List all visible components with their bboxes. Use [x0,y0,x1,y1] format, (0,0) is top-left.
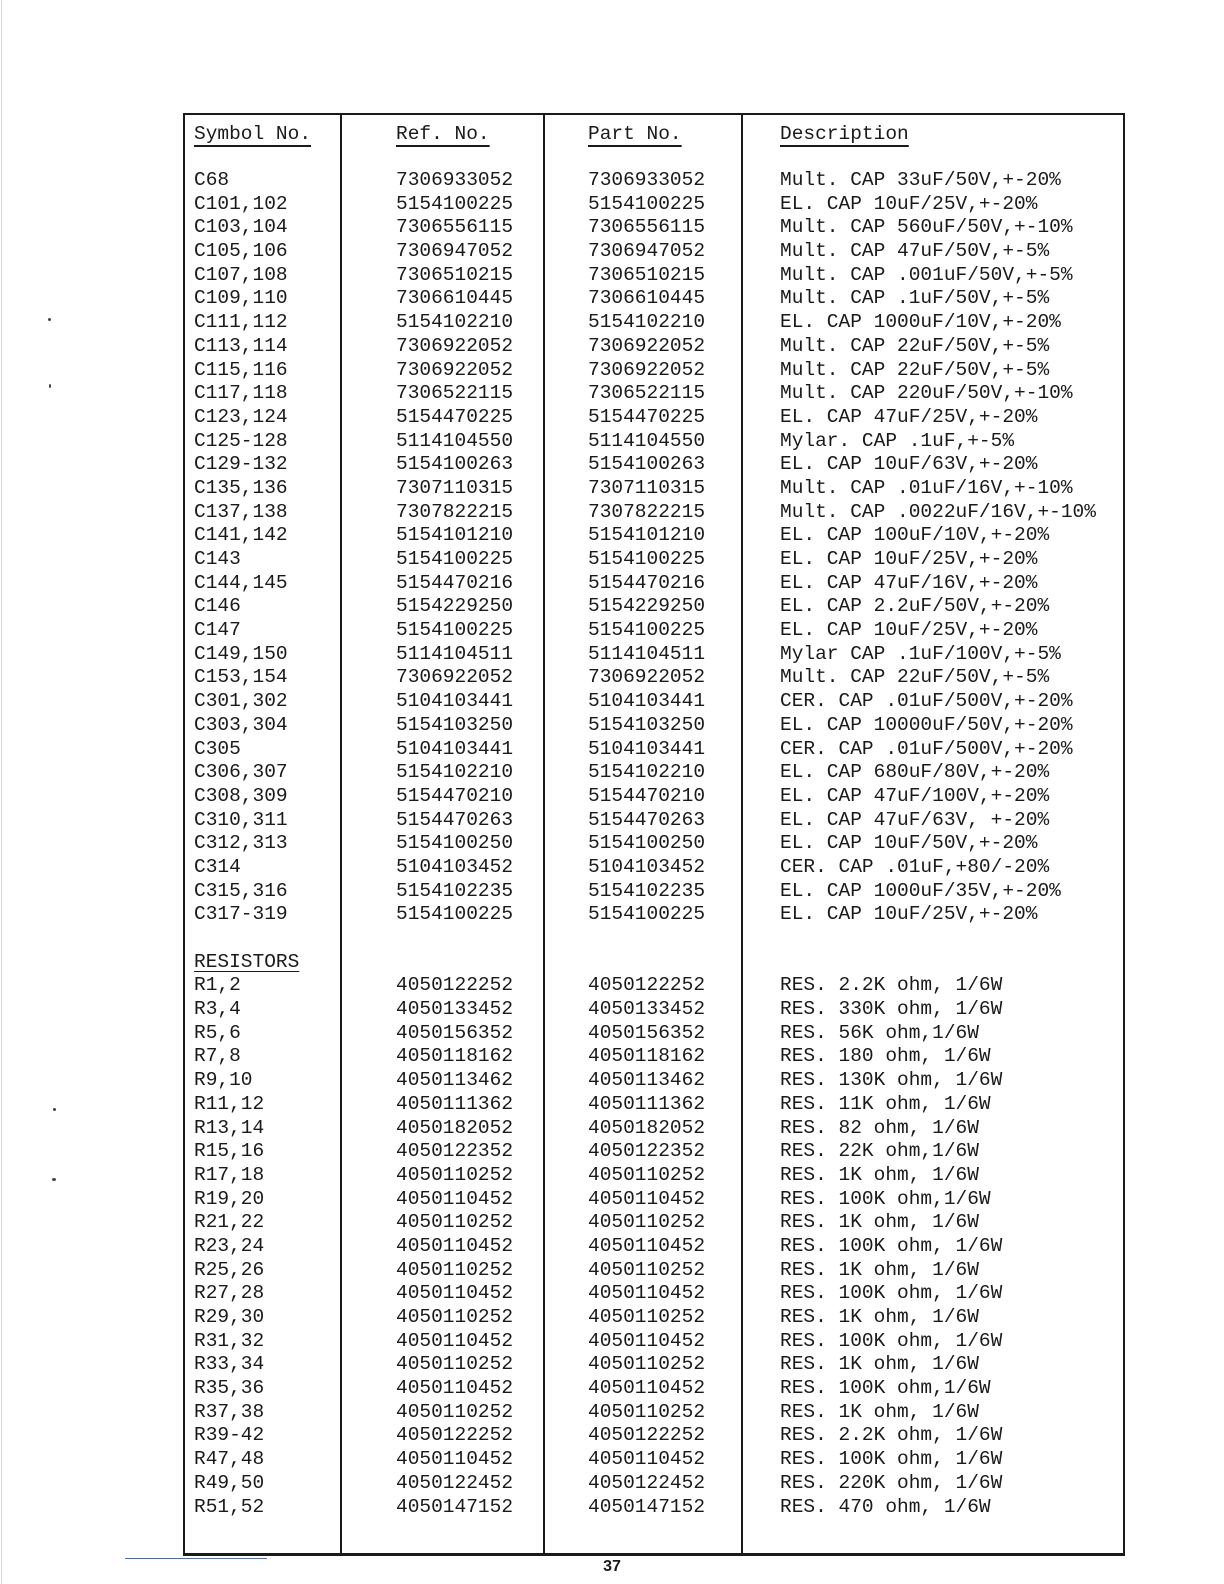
cell-symbol: C143 [194,548,241,570]
cell-ref: 5154470210 [396,784,514,807]
table-row [185,761,1123,785]
cell-description: EL. CAP 10uF/25V,+-20% [780,548,1038,570]
cell-description: EL. CAP 47uF/25V,+-20% [780,405,1038,428]
table-row [185,1448,1123,1472]
cell-description: RES. 1K ohm, 1/6W [780,1163,979,1186]
table-row [185,1140,1123,1164]
cell-symbol: R27,28 [194,1282,265,1305]
cell-description: RES. 100K ohm, 1/6W [780,1234,1003,1257]
cell-ref: 7306922052 [396,666,514,689]
cell-description: Mult. CAP 22uF/50V,+-5% [780,358,1050,381]
cell-symbol: C105,106 [194,240,288,263]
cell-description: Mult. CAP 220uF/50V,+-10% [780,382,1073,405]
cell-description: EL. CAP 680uF/80V,+-20% [780,761,1050,784]
cell-symbol: R23,24 [194,1234,265,1257]
cell-symbol: R21,22 [194,1211,265,1234]
table-row [185,453,1123,477]
cell-part: 5154100225 [588,903,706,926]
cell-description: EL. CAP 1000uF/35V,+-20% [780,879,1061,902]
cell-part: 5114104511 [588,642,706,665]
cell-description: Mult. CAP .001uF/50V,+-5% [780,263,1073,286]
cell-ref: 5154100250 [396,832,514,855]
cell-symbol: C123,124 [194,405,288,428]
cell-part: 4050110452 [588,1329,706,1352]
cell-ref: 4050110452 [396,1377,514,1400]
cell-description: Mult. CAP 560uF/50V,+-10% [780,216,1073,239]
table-row [185,572,1123,596]
table-row [185,1401,1123,1425]
header-part: Part No. [588,123,682,145]
table-row [185,1188,1123,1212]
table-row [185,1093,1123,1117]
cell-part: 5154470263 [588,808,706,831]
cell-ref: 7306556115 [396,216,514,239]
cell-ref: 4050110452 [396,1448,514,1471]
table-row [185,619,1123,643]
cell-symbol: C129-132 [194,453,288,476]
cell-symbol: C103,104 [194,216,288,239]
cell-symbol: C68 [194,169,230,191]
table-row [185,477,1123,501]
cell-ref: 5154229250 [396,595,514,618]
cell-part: 4050110252 [588,1400,706,1423]
cell-part: 4050110452 [588,1448,706,1471]
table-row [185,880,1123,904]
scan-speck [53,1108,56,1111]
table-row [185,714,1123,738]
cell-ref: 5154470216 [396,571,514,594]
table-row [185,1235,1123,1259]
cell-description: RES. 130K ohm, 1/6W [780,1069,1003,1092]
cell-part: 7306947052 [588,240,706,263]
cell-symbol: C147 [194,619,241,642]
cell-part: 5104103441 [588,690,706,713]
cell-symbol: R1,2 [194,974,241,997]
cell-part: 5154470225 [588,405,706,428]
cell-part: 4050110452 [588,1282,706,1305]
cell-part: 7306510215 [588,263,706,286]
cell-ref: 5154100225 [396,192,514,215]
scan-speck [48,318,51,321]
cell-ref: 4050122252 [396,1424,514,1447]
table-row [185,1306,1123,1330]
cell-symbol: R37,38 [194,1400,265,1423]
cell-description: EL. CAP 2.2uF/50V,+-20% [780,595,1050,618]
cell-part: 5114104550 [588,429,706,452]
cell-description: Mult. CAP 47uF/50V,+-5% [780,240,1050,263]
cell-symbol: R11,12 [194,1092,265,1115]
cell-part: 7306922052 [588,334,706,357]
cell-ref: 7306522115 [396,382,514,405]
cell-ref: 5104103441 [396,737,514,760]
cell-ref: 7306947052 [396,240,514,263]
cell-part: 4050118162 [588,1045,706,1068]
parts-list-table [183,113,1125,1556]
cell-part: 5154470216 [588,571,706,594]
cell-symbol: R17,18 [194,1163,265,1186]
cell-ref: 5154100225 [396,903,514,926]
cell-ref: 5154102235 [396,879,514,902]
cell-part: 4050110452 [588,1187,706,1210]
cell-description: RES. 1K ohm, 1/6W [780,1353,979,1376]
table-row [185,1164,1123,1188]
cell-part: 7307822215 [588,500,706,523]
table-row [185,1211,1123,1235]
cell-ref: 4050110252 [396,1211,514,1234]
table-row [185,359,1123,383]
cell-description: EL. CAP 10uF/25V,+-20% [780,903,1038,926]
table-row [185,430,1123,454]
table-row [185,548,1123,572]
cell-description: RES. 330K ohm, 1/6W [780,998,1003,1021]
cell-symbol: C305 [194,737,241,760]
table-row [185,974,1123,998]
table-row [185,169,1123,193]
cell-part: 5154470210 [588,784,706,807]
cell-description: EL. CAP 10uF/25V,+-20% [780,192,1038,215]
cell-part: 5154102210 [588,311,706,334]
table-body [185,115,1123,1519]
resistors-title: RESISTORS [194,950,300,973]
header-row [185,123,1123,153]
table-row [185,690,1123,714]
cell-description: Mult. CAP 22uF/50V,+-5% [780,666,1050,689]
cell-ref: 4050156352 [396,1021,514,1044]
cell-description: Mylar. CAP .1uF,+-5% [780,429,1015,452]
cell-part: 5154103250 [588,713,706,736]
cell-description: RES. 1K ohm, 1/6W [780,1211,979,1234]
table-row [185,1282,1123,1306]
table-row [185,1424,1123,1448]
cell-symbol: C113,114 [194,334,288,357]
cell-symbol: R25,26 [194,1258,265,1281]
cell-ref: 4050122352 [396,1140,514,1163]
cell-part: 4050110452 [588,1377,706,1400]
cell-part: 4050182052 [588,1116,706,1139]
cell-symbol: R19,20 [194,1187,265,1210]
cell-description: RES. 1K ohm, 1/6W [780,1306,979,1328]
cell-symbol: C137,138 [194,500,288,523]
page-number: 37 [603,1558,621,1575]
table-row [185,1330,1123,1354]
cell-description: Mult. CAP 22uF/50V,+-5% [780,334,1050,357]
cell-description: RES. 56K ohm,1/6W [780,1021,979,1044]
table-row [185,240,1123,264]
table-row [185,406,1123,430]
cell-symbol: R39-42 [194,1424,265,1447]
cell-ref: 4050110452 [396,1282,514,1305]
scan-speck [52,1178,56,1181]
cell-symbol: C144,145 [194,571,288,594]
cell-ref: 5154101210 [396,524,514,547]
cell-ref: 5114104550 [396,429,514,452]
cell-part: 4050110252 [588,1353,706,1376]
header-description: Description [780,123,909,145]
cell-symbol: R49,50 [194,1471,265,1494]
table-row [185,998,1123,1022]
cell-ref: 5154102210 [396,311,514,334]
table-row [185,809,1123,833]
table-row [185,1259,1123,1283]
header-ref: Ref. No. [396,123,490,145]
table-row [185,1069,1123,1093]
cell-part: 7306522115 [588,382,706,405]
table-row [185,666,1123,690]
cell-symbol: C135,136 [194,476,288,499]
cell-symbol: C312,313 [194,832,288,855]
cell-description: CER. CAP .01uF,+80/-20% [780,855,1050,878]
cell-ref: 4050111362 [396,1092,514,1115]
cell-symbol: R35,36 [194,1377,265,1400]
cell-description: RES. 2.2K ohm, 1/6W [780,1424,1003,1447]
cell-symbol: C314 [194,855,241,878]
cell-symbol: C153,154 [194,666,288,689]
cell-description: EL. CAP 10000uF/50V,+-20% [780,713,1073,736]
table-row [185,264,1123,288]
cell-part: 5154102235 [588,879,706,902]
cell-description: EL. CAP 47uF/63V, +-20% [780,808,1050,831]
cell-part: 5154100225 [588,619,706,642]
cell-symbol: C149,150 [194,642,288,665]
cell-symbol: C107,108 [194,263,288,286]
cell-description: CER. CAP .01uF/500V,+-20% [780,690,1073,713]
cell-part: 4050110452 [588,1234,706,1257]
cell-part: 5104103452 [588,855,706,878]
cell-part: 4050147152 [588,1495,706,1518]
cell-ref: 7306922052 [396,334,514,357]
cell-part: 4050133452 [588,998,706,1021]
cell-description: RES. 100K ohm,1/6W [780,1187,991,1210]
cell-ref: 5154100225 [396,619,514,642]
cell-part: 5154100263 [588,453,706,476]
cell-ref: 5104103452 [396,855,514,878]
cell-symbol: C308,309 [194,784,288,807]
cell-description: Mult. CAP .0022uF/16V,+-10% [780,500,1096,523]
cell-symbol: R13,14 [194,1116,265,1139]
cell-description: RES. 1K ohm, 1/6W [780,1258,979,1281]
cell-description: RES. 11K ohm, 1/6W [780,1092,991,1115]
cell-part: 4050122252 [588,974,706,997]
cell-ref: 5154100263 [396,453,514,476]
cell-symbol: C303,304 [194,713,288,736]
table-row [185,903,1123,927]
cell-description: RES. 82 ohm, 1/6W [780,1116,979,1139]
cell-part: 7306610445 [588,287,706,310]
cell-ref: 7306510215 [396,263,514,286]
resistors-section-title [185,951,1123,975]
cell-symbol: C317-319 [194,903,288,926]
cell-part: 7307110315 [588,476,706,499]
cell-symbol: R5,6 [194,1021,241,1044]
cell-part: 7306922052 [588,666,706,689]
cell-ref: 4050147152 [396,1495,514,1518]
cell-ref: 7307110315 [396,476,514,499]
cell-ref: 4050110252 [396,1163,514,1186]
cell-description: RES. 22K ohm,1/6W [780,1140,979,1163]
cell-ref: 5114104511 [396,642,514,665]
cell-description: EL. CAP 10uF/63V,+-20% [780,453,1038,476]
table-row [185,287,1123,311]
cell-ref: 5154470263 [396,808,514,831]
cell-symbol: R51,52 [194,1495,265,1518]
cell-symbol: C125-128 [194,429,288,452]
cell-part: 4050122452 [588,1471,706,1494]
cell-ref: 4050118162 [396,1045,514,1068]
cell-description: RES. 100K ohm,1/6W [780,1377,991,1400]
cell-description: RES. 100K ohm, 1/6W [780,1282,1003,1305]
cell-symbol: C310,311 [194,808,288,831]
cell-symbol: R31,32 [194,1329,265,1352]
cell-ref: 4050110452 [396,1234,514,1257]
scan-left-edge [1,0,2,1584]
cell-description: CER. CAP .01uF/500V,+-20% [780,737,1073,760]
cell-symbol: R15,16 [194,1140,265,1163]
table-row [185,595,1123,619]
cell-symbol: C301,302 [194,690,288,713]
cell-part: 5154101210 [588,524,706,547]
cell-description: RES. 220K ohm, 1/6W [780,1471,1003,1494]
cell-description: Mult. CAP .01uF/16V,+-10% [780,476,1073,499]
cell-symbol: C146 [194,595,241,618]
cell-ref: 4050133452 [396,998,514,1021]
table-row [185,1353,1123,1377]
cell-description: EL. CAP 10uF/25V,+-20% [780,619,1038,642]
cell-ref: 7306610445 [396,287,514,310]
cell-ref: 4050110252 [396,1306,514,1328]
cell-part: 4050110252 [588,1211,706,1234]
table-row [185,335,1123,359]
cell-ref: 4050110452 [396,1187,514,1210]
cell-part: 5104103441 [588,737,706,760]
cell-ref: 5154103250 [396,713,514,736]
cell-ref: 5154470225 [396,405,514,428]
table-row [185,1022,1123,1046]
cell-symbol: C306,307 [194,761,288,784]
cell-part: 4050111362 [588,1092,706,1115]
cell-part: 5154100250 [588,832,706,855]
cell-symbol: C117,118 [194,382,288,405]
cell-part: 7306922052 [588,358,706,381]
cell-symbol: C315,316 [194,879,288,902]
table-row [185,1472,1123,1496]
cell-ref: 7307822215 [396,500,514,523]
cell-ref: 7306922052 [396,358,514,381]
table-row [185,216,1123,240]
cell-part: 5154229250 [588,595,706,618]
table-row [185,501,1123,525]
cell-ref: 5104103441 [396,690,514,713]
cell-symbol: C141,142 [194,524,288,547]
cell-part: 4050122352 [588,1140,706,1163]
table-row [185,524,1123,548]
capacitor-rows [185,169,1123,927]
cell-description: Mult. CAP 33uF/50V,+-20% [780,169,1061,191]
cell-part: 7306933052 [588,169,706,191]
cell-part: 4050156352 [588,1021,706,1044]
table-row [185,832,1123,856]
cell-ref: 5154100225 [396,548,514,570]
table-row [185,785,1123,809]
cell-symbol: C109,110 [194,287,288,310]
cell-symbol: R47,48 [194,1448,265,1471]
table-row [185,1377,1123,1401]
header-symbol: Symbol No. [194,123,312,145]
cell-description: Mylar CAP .1uF/100V,+-5% [780,642,1061,665]
cell-part: 4050110252 [588,1258,706,1281]
cell-ref: 4050122452 [396,1471,514,1494]
cell-description: RES. 470 ohm, 1/6W [780,1495,991,1518]
cell-part: 7306556115 [588,216,706,239]
cell-description: EL. CAP 10uF/50V,+-20% [780,832,1038,855]
cell-description: RES. 2.2K ohm, 1/6W [780,974,1003,997]
cell-description: Mult. CAP .1uF/50V,+-5% [780,287,1050,310]
cell-description: EL. CAP 47uF/16V,+-20% [780,571,1038,594]
cell-part: 5154102210 [588,761,706,784]
cell-ref: 5154102210 [396,761,514,784]
cell-ref: 4050182052 [396,1116,514,1139]
cell-part: 5154100225 [588,548,706,570]
cell-symbol: R29,30 [194,1306,265,1328]
cell-part: 4050122252 [588,1424,706,1447]
cell-symbol: C111,112 [194,311,288,334]
scan-speck [49,384,51,388]
cell-symbol: R7,8 [194,1045,241,1068]
cell-part: 4050110252 [588,1306,706,1328]
cell-ref: 4050110252 [396,1400,514,1423]
cell-description: EL. CAP 47uF/100V,+-20% [780,784,1050,807]
table-row [185,1117,1123,1141]
cell-symbol: R9,10 [194,1069,253,1092]
cell-description: RES. 180 ohm, 1/6W [780,1045,991,1068]
table-row [185,193,1123,217]
cell-symbol: R33,34 [194,1353,265,1376]
table-row [185,311,1123,335]
table-row [185,1045,1123,1069]
cell-ref: 4050110252 [396,1353,514,1376]
cell-description: RES. 100K ohm, 1/6W [780,1329,1003,1352]
cell-symbol: R3,4 [194,998,241,1021]
cell-ref: 4050122252 [396,974,514,997]
cell-part: 5154100225 [588,192,706,215]
cell-part: 4050113462 [588,1069,706,1092]
table-row [185,643,1123,667]
cell-symbol: C101,102 [194,192,288,215]
table-row [185,1496,1123,1520]
table-row [185,856,1123,880]
cell-ref: 4050113462 [396,1069,514,1092]
cell-part: 4050110252 [588,1163,706,1186]
table-row [185,382,1123,406]
cell-ref: 4050110252 [396,1258,514,1281]
cell-description: RES. 100K ohm, 1/6W [780,1448,1003,1471]
cell-description: RES. 1K ohm, 1/6W [780,1400,979,1423]
cell-description: EL. CAP 100uF/10V,+-20% [780,524,1050,547]
cell-description: EL. CAP 1000uF/10V,+-20% [780,311,1061,334]
table-row [185,738,1123,762]
cell-ref: 7306933052 [396,169,514,191]
resistor-rows [185,974,1123,1519]
cell-symbol: C115,116 [194,358,288,381]
cell-ref: 4050110452 [396,1329,514,1352]
